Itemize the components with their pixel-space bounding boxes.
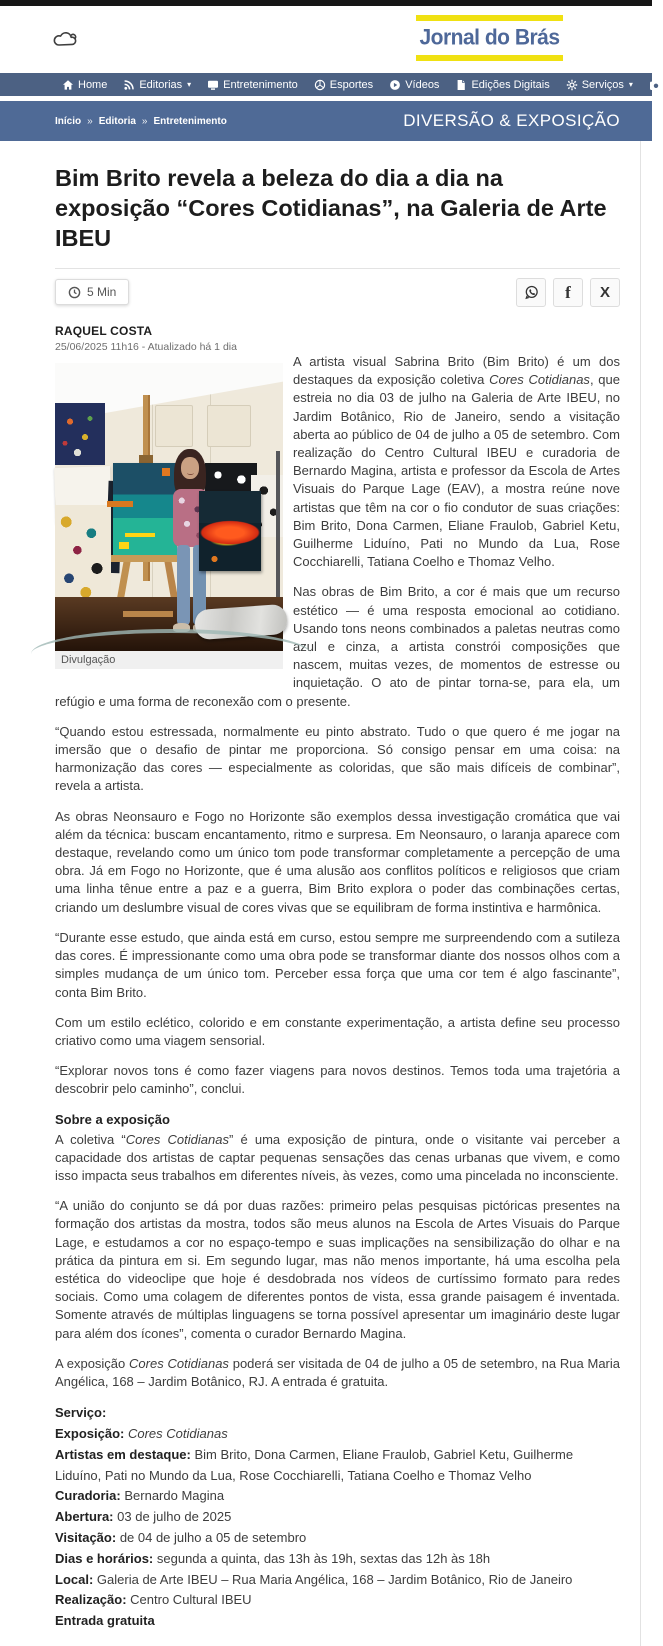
- ball-icon: [314, 79, 326, 91]
- article-paragraph: Com um estilo eclético, colorido e em constante experimentação, a artista define seu processo criativo como uma viagem sensorial.: [55, 1014, 620, 1048]
- main-nav: [0, 73, 652, 96]
- article-paragraph: “Quando estou estressada, normalmente eu pinto abstrato. Tudo o que quero é me jogar na imersão que o desafio de pintar me proporciona. Só consigo pensar em uma coisa: na harmonização das cores — especialmente as coloridas, que são mais difíceis de combinar”, revela a artista.: [55, 723, 620, 794]
- nav-item-esportes[interactable]: Esportes: [314, 79, 373, 91]
- weather-widget[interactable]: [50, 28, 80, 50]
- breadcrumb: [0, 116, 227, 127]
- service-line: Local: Galeria de Arte IBEU – Rua Maria Angélica, 168 – Jardim Botânico, Rio de Janeiro: [55, 1571, 573, 1587]
- screen-icon: [207, 79, 219, 91]
- gear-icon: [566, 79, 578, 91]
- home-icon: [62, 79, 74, 91]
- service-heading: Serviço:: [55, 1405, 107, 1421]
- section-title: DIVERSÃO & EXPOSIÇÃO: [403, 111, 620, 130]
- service-line: Dias e horários: segunda a quinta, das 13h às 19h, sextas das 12h às 18h: [55, 1550, 491, 1566]
- divider: [55, 268, 620, 269]
- chevron-down-icon: ▾: [628, 80, 633, 89]
- page-title: Bim Brito revela a beleza do dia a dia na exposição “Cores Cotidianas”, na Galeria de Arte IBEU: [55, 165, 607, 251]
- nav-item-home[interactable]: Home: [62, 79, 107, 91]
- site-logo[interactable]: [416, 15, 563, 61]
- nav-item-edicoes-digitais[interactable]: Edições Digitais: [455, 79, 549, 91]
- service-line: Curadoria: Bernardo Magina: [55, 1488, 225, 1504]
- photo-paint-accent: [119, 542, 129, 549]
- article-paragraph: As obras Neonsauro e Fogo no Horizonte são exemplos dessa investigação cromática que vai além da técnica: buscam encantamento, ritmo e surpresa. Em Neonsauro, o laranja aparece com destaque, revelando como um único tom pode transformar completamente a percepção de uma obra. Já em Fogo no Horizonte, que é uma alusão aos conflitos políticos e religiosos que criam uma linha tênue entre a paz e a guerra, Bim Brito explora o poder das combinações certas, criando um deslumbre visual de cores vivas que se equilibram de forma instintiva e harmônica.: [55, 808, 620, 915]
- photo-artist-face: [181, 457, 199, 479]
- article-meta-row: [55, 278, 620, 306]
- logo-text: Jornal do Brás: [419, 25, 560, 50]
- service-line: Entrada gratuita: [55, 1613, 155, 1629]
- facebook-icon: f: [565, 282, 571, 302]
- service-info: [55, 1403, 620, 1646]
- camera-icon: [649, 79, 663, 91]
- author-name: RAQUEL COSTA: [55, 324, 153, 338]
- clock-icon: [68, 286, 81, 299]
- article: [0, 141, 641, 1646]
- breadcrumb-bar: [0, 101, 652, 141]
- x-icon: X: [599, 283, 610, 301]
- nav-item-servicos[interactable]: Serviços ▾: [566, 79, 633, 91]
- play-icon: [389, 79, 401, 91]
- cloud-icon: [50, 28, 80, 50]
- nav-item-videos[interactable]: Vídeos: [389, 79, 439, 91]
- breadcrumb-separator: »: [141, 115, 148, 127]
- service-line: Abertura: 03 de julho de 2025: [55, 1509, 232, 1525]
- photo-artist-jeans: [177, 545, 190, 625]
- breadcrumb-separator: »: [87, 115, 93, 127]
- photo-easel-tray: [111, 555, 185, 562]
- photo-paint-accent: [125, 533, 155, 537]
- article-paragraph: “Durante esse estudo, que ainda está em curso, estou sempre me surpreendendo com a sutileza das cores. É impressionante como uma obra pode se transformar diante dos nossos olhos com a simples mudança de um único tom. Perceber essa força que uma cor tem é algo fascinante”, conta Bim Brito.: [55, 929, 620, 1000]
- photo-teal-painting: [113, 463, 177, 555]
- article-figure: [55, 363, 283, 669]
- section-heading: Sobre a exposição: [55, 1111, 170, 1127]
- whatsapp-icon: [524, 285, 539, 300]
- article-paragraph: A artista visual Sabrina Brito (Bim Brito) é um dos destaques da exposição coletiva Cores Cotidianas, que estreia no dia 03 de julho na Galeria de Arte IBEU, no Jardim Botânico, Rio de Janeiro, sendo a visitação aberta ao público de 04 de julho a 05 de setembro. Com realização do Centro Cultural IBEU e curadoria de Bernardo Magina, artista e professor da Escola de Artes Visuais do Parque Lage (EAV), a mostra reúne nove artistas que têm na cor o fio condutor de suas criações: Bim Brito, Dona Carmen, Eliane Fraulob, Gabriel Ketu, Guilherme Liduíno, Pati no Mundo da Lua, Rose Cocchiarelli, Tatiana Coelho e Thomaz Velho.: [293, 354, 620, 570]
- article-photo: [55, 363, 283, 651]
- share-whatsapp-button[interactable]: [516, 278, 546, 307]
- nav-item-editorias[interactable]: Editorias ▾: [123, 79, 191, 91]
- service-line: Realização: Centro Cultural IBEU: [55, 1592, 252, 1608]
- article-paragraph: “Explorar novos tons é como fazer viagens para novos destinos. Temos toda uma trajetória a descobrir pelo caminho”, conclui.: [55, 1063, 620, 1097]
- photo-left-artwork: [55, 403, 105, 465]
- document-icon: [455, 79, 467, 91]
- photo-fire-painting: [199, 491, 261, 571]
- photo-bw-artwork: [205, 463, 257, 493]
- byline: [55, 324, 620, 353]
- nav-camera-button[interactable]: [649, 79, 663, 91]
- article-paragraph: A coletiva “Cores Cotidianas” é uma exposição de pintura, onde o visitante vai perceber a capacidade dos artistas de captar pequenas sensações das cenas urbanas que vivem, e como isso impacta seus trabalhos em diferentes níveis, às vezes, como uma pincelada no inconsciente.: [55, 1131, 621, 1183]
- service-line: Exposição: Cores Cotidianas: [55, 1425, 228, 1441]
- photo-cabinet-panel: [155, 405, 193, 447]
- photo-paint-accent: [107, 501, 133, 507]
- article-paragraph: A exposição Cores Cotidianas poderá ser visitada de 04 de julho a 05 de setembro, na Rua Maria Angélica, 168 – Jardim Botânico, RJ. A entrada é gratuita.: [55, 1355, 621, 1389]
- service-line: Artistas em destaque: Bim Brito, Dona Carmen, Eliane Fraulob, Gabriel Ketu, Guilherme Liduíno, Pati no Mundo da Lua, Rose Cocchiarelli, Tatiana Coelho e Thomaz Velho: [55, 1446, 574, 1483]
- article-paragraph: Nas obras de Bim Brito, a cor é mais que um recurso estético — é uma resposta emocional ao cotidiano. Usando tons neons combinados a paletas neutras como azul e cinza, a artista constrói composições que nascem, muitas vezes, de momentos de estresse ou inquietação. O ato de pintar torna-se, para ela, um refúgio e uma forma de reconexão com o presente.: [55, 584, 620, 709]
- share-facebook-button[interactable]: [553, 278, 583, 307]
- breadcrumb-editoria[interactable]: Editoria: [98, 115, 136, 127]
- publish-date: 25/06/2025 11h16 - Atualizado há 1 dia: [55, 341, 237, 353]
- article-paragraph: “A união do conjunto se dá por duas razões: primeiro pelas pesquisas pictóricas presentes na formação dos artistas da mostra, todos são meus alunos na Escola de Artes Visuais do Parque Lage, e estudamos a cor no espaço-tempo e suas implicações na sensibilização do olhar e na prática da pintura em si. Em segundo lugar, mas não menos importante, há uma escolha pela estética do videoclipe que hoje é desdobrada nos vídeos de curtíssimo formato para redes sociais. Como uma colagem de diferentes pontos de vista, essa grande paisagem é inventada. Somente através de múltiplas linguagens se torna possível apresentar um imaginário deste lugar para além dos ícones”, comenta o curador Bernardo Magina.: [55, 1198, 620, 1341]
- photo-rack-pole: [276, 451, 280, 603]
- site-header: [0, 6, 652, 73]
- photo-caption: Divulgação: [55, 651, 283, 669]
- share-x-button[interactable]: [590, 278, 620, 307]
- rss-icon: [123, 79, 135, 91]
- nav-item-entretenimento[interactable]: Entretenimento: [207, 79, 298, 91]
- service-line: Visitação: de 04 de julho a 05 de setembro: [55, 1529, 307, 1545]
- photo-artist-smile: [187, 471, 194, 475]
- share-buttons: [516, 278, 620, 307]
- chevron-down-icon: ▾: [187, 80, 192, 89]
- photo-cabinet-panel: [207, 405, 251, 447]
- reading-time-badge: 5 Min: [55, 279, 129, 305]
- breadcrumb-inicio[interactable]: Início: [55, 115, 82, 127]
- breadcrumb-entretenimento[interactable]: Entretenimento: [153, 115, 227, 127]
- photo-easel-crossbar: [123, 611, 173, 617]
- photo-paint-accent: [162, 468, 170, 476]
- photo-lens-arc: [31, 629, 311, 679]
